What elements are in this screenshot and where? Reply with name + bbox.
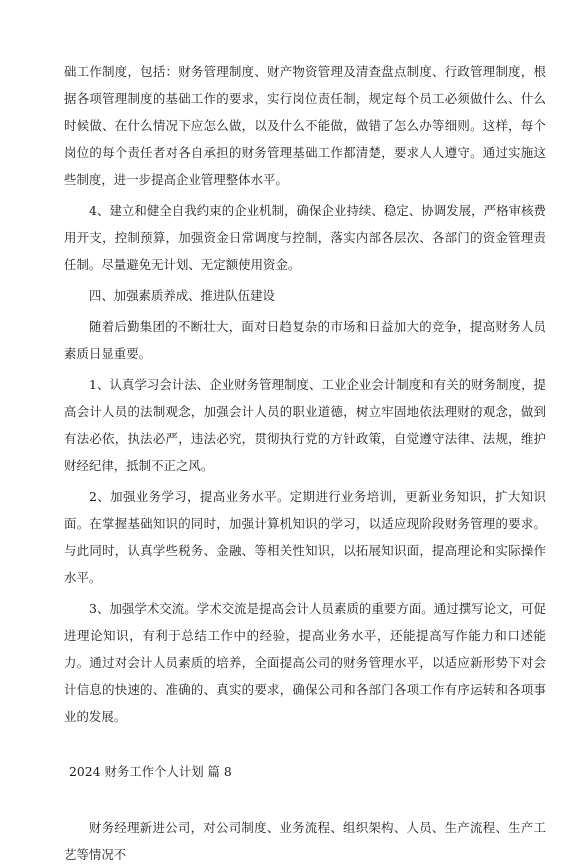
paragraph-closing: 财务经理新进公司，对公司制度、业务流程、组织架构、人员、生产流程、生产工艺等情况不	[64, 820, 546, 862]
section-title: 2024 财务工作个人计划 篇 8	[69, 764, 232, 779]
paragraph-item-1: 1、认真学习会计法、企业财务管理制度、工业企业会计制度和有关的财务制度，提高会计人员的法制观念，加强会计人员的职业道德，树立牢固地依法理财的观念，做到有法必依，执法必严，违法必究，贯彻执行党的方针政策，自觉遵守法律、法规，维护财经纪律，抵制不正之风。	[64, 377, 546, 473]
spacer	[64, 730, 546, 758]
subheading-quality-building: 四、加强素质养成、推进队伍建设	[89, 288, 275, 303]
paragraph-basic-work-system: 础工作制度，包括：财务管理制度、财产物资管理及清查盘点制度、行政管理制度，根据各项管理制度的基础工作的要求，实行岗位责任制，规定每个员工必须做什么、什么时候做、在什么情况下应怎么做，以及什么不能做，做错了怎么办等细则。这样，每个岗位的每个责任者对各自承担的财务管理基础工作都清楚，要求人人遵守。通过实施这些制度，进一步提高企业管理整体水平。	[64, 64, 546, 187]
paragraph-item-2: 2、加强业务学习，提高业务水平。定期进行业务培训，更新业务知识，扩大知识面。在掌握基础知识的同时，加强计算机知识的学习，以适应现阶段财务管理的要求。与此同时，认真学些税务、金融、等相关性知识，以拓展知识面，提高理论和实际操作水平。	[64, 489, 546, 585]
paragraph-intro-quality: 随着后勤集团的不断壮大，面对日趋复杂的市场和日益加大的竞争，提高财务人员素质日显重要。	[64, 319, 546, 361]
paragraph-item-3: 3、加强学术交流。学术交流是提高会计人员素质的重要方面。通过撰写论文，可促进理论知识，有利于总结工作中的经验，提高业务水平，还能提高写作能力和口述能力。通过对会计人员素质的培养，全面提高公司的财务管理水平，以适应新形势下对会计信息的快速的、准确的、真实的要求，确保公司和各部门各项工作有序运转和各项事业的发展。	[64, 601, 546, 724]
paragraph-item-4: 4、建立和健全自我约束的企业机制，确保企业持续、稳定、协调发展，严格审核费用开支，控制预算，加强资金日常调度与控制，落实内部各层次、各部门的资金管理责任制。尽量避免无计划、无定额使用资金。	[64, 203, 546, 272]
spacer	[64, 785, 546, 814]
